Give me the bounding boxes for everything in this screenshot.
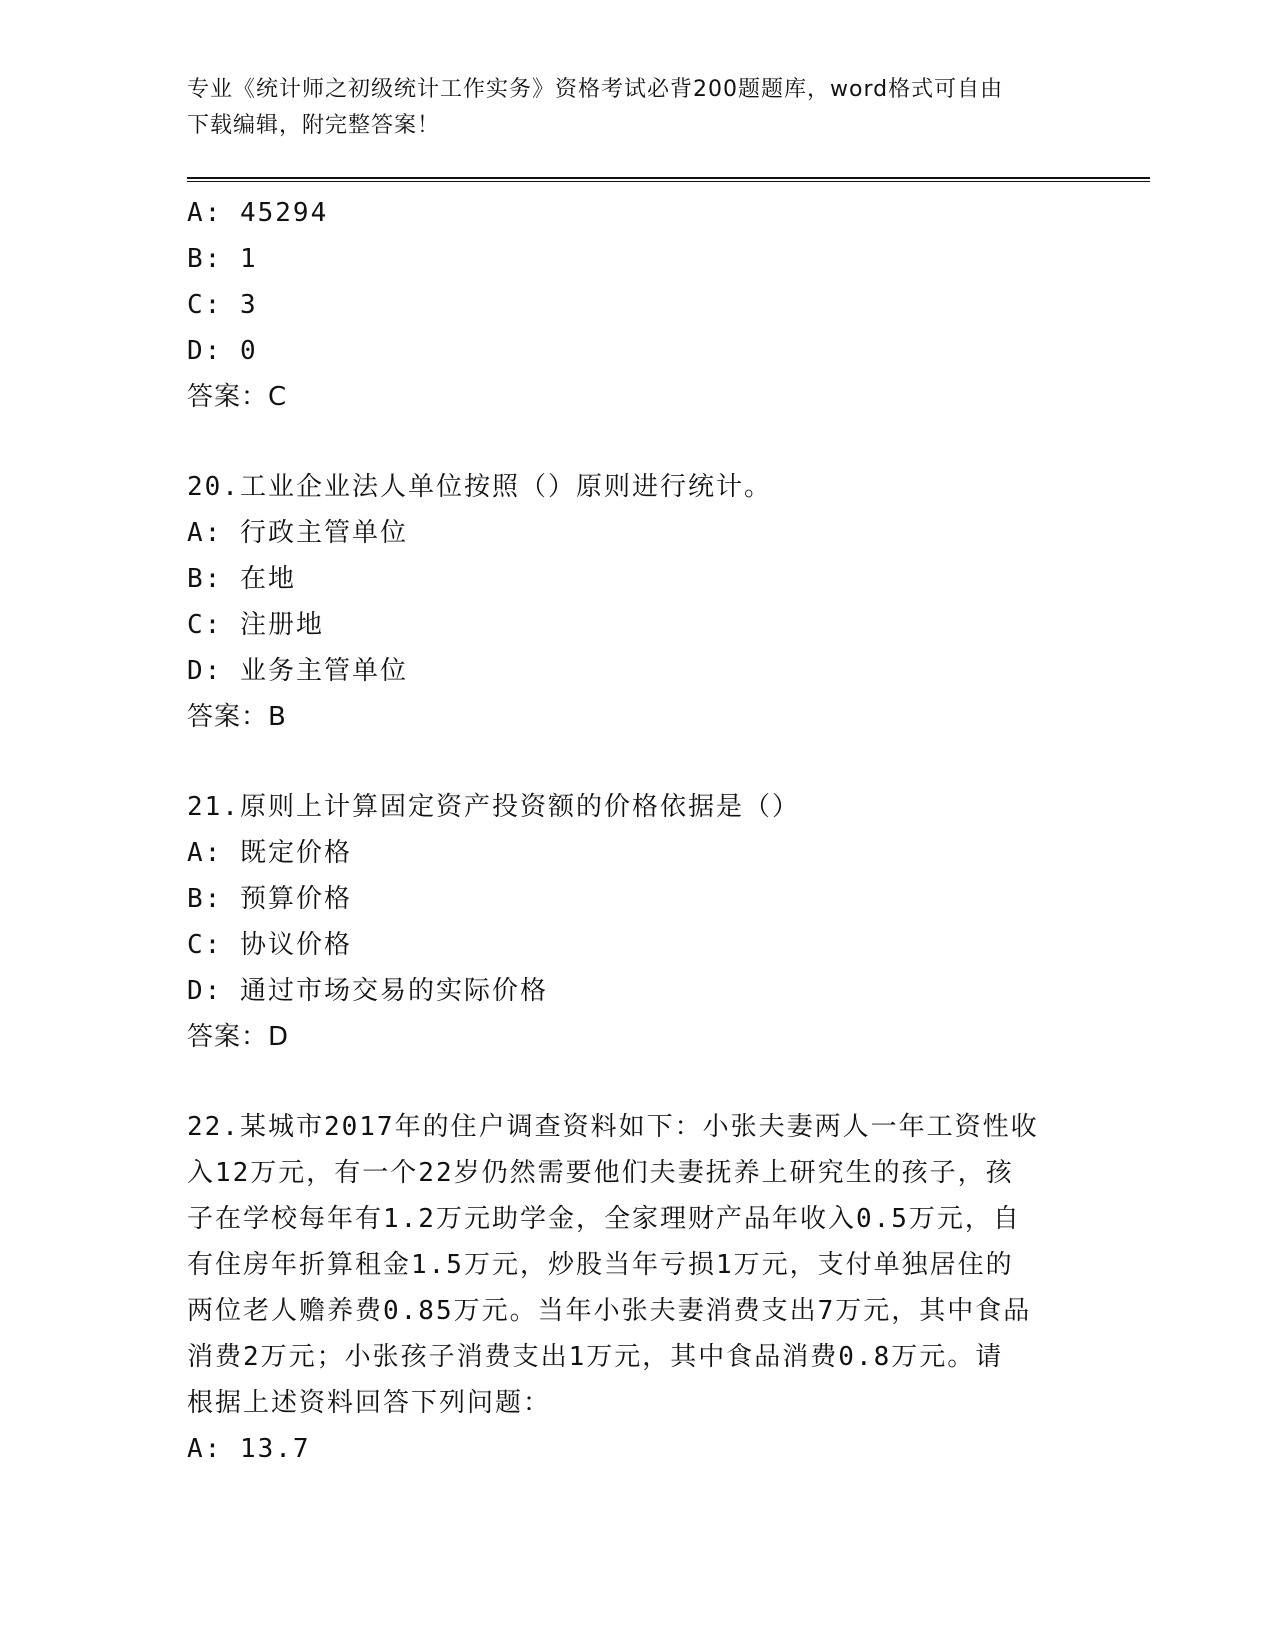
- answer-label: 答案：B: [187, 702, 287, 732]
- header-divider-thin: [187, 181, 1150, 182]
- question-21: [187, 784, 1077, 1060]
- option-c: C: 协议价格: [187, 930, 352, 960]
- question-text-line-5: 两位老人赡养费0.85万元。当年小张夫妻消费支出7万元，其中食品: [187, 1296, 1032, 1326]
- option-b: B: 1: [187, 244, 258, 274]
- option-d: D: 业务主管单位: [187, 656, 408, 686]
- option-d: D: 通过市场交易的实际价格: [187, 976, 548, 1006]
- option-b: B: 预算价格: [187, 884, 352, 914]
- question-20: [187, 464, 1077, 740]
- option-b: B: 在地: [187, 564, 296, 594]
- question-list: [187, 190, 1077, 1472]
- header-divider-thick: [187, 177, 1150, 179]
- option-a: A: 13.7: [187, 1434, 311, 1464]
- option-a: A: 45294: [187, 198, 329, 228]
- option-d: D: 0: [187, 336, 258, 366]
- document-header: [187, 72, 1077, 144]
- question-19: [187, 190, 1077, 420]
- answer-label: 答案：D: [187, 1022, 290, 1052]
- question-text-line-1: 22.某城市2017年的住户调查资料如下：小张夫妻两人一年工资性收: [187, 1112, 1039, 1142]
- question-text-line-7: 根据上述资料回答下列问题：: [187, 1388, 552, 1418]
- option-a: A: 既定价格: [187, 838, 352, 868]
- option-a: A: 行政主管单位: [187, 518, 408, 548]
- answer-label: 答案：C: [187, 382, 288, 412]
- header-line-2: 下载编辑，附完整答案！: [187, 113, 441, 138]
- question-22: [187, 1104, 1077, 1472]
- question-text-line-6: 消费2万元；小张孩子消费支出1万元，其中食品消费0.8万元。请: [187, 1342, 1004, 1372]
- question-text-line-3: 子在学校每年有1.2万元助学金，全家理财产品年收入0.5万元，自: [187, 1204, 1021, 1234]
- question-text: 21.原则上计算固定资产投资额的价格依据是（）: [187, 792, 800, 822]
- option-c: C: 3: [187, 290, 258, 320]
- question-text: 20.工业企业法人单位按照（）原则进行统计。: [187, 472, 772, 502]
- question-text-line-2: 入12万元，有一个22岁仍然需要他们夫妻抚养上研究生的孩子，孩: [187, 1158, 1014, 1188]
- question-text-line-4: 有住房年折算租金1.5万元，炒股当年亏损1万元，支付单独居住的: [187, 1250, 1014, 1280]
- header-line-1: 专业《统计师之初级统计工作实务》资格考试必背200题题库，word格式可自由: [187, 77, 1004, 102]
- option-c: C: 注册地: [187, 610, 324, 640]
